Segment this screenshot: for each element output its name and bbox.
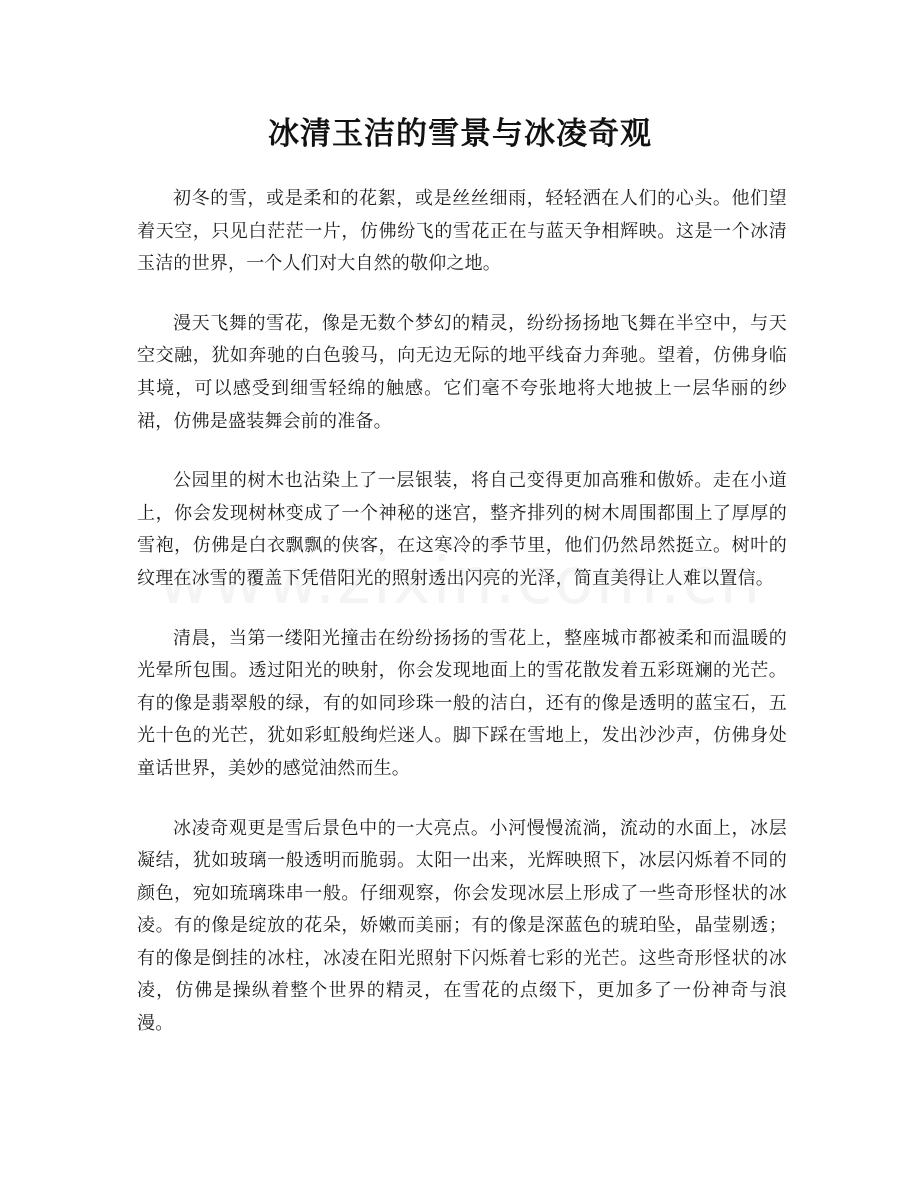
paragraph-3: 公园里的树木也沾染上了一层银装，将自己变得更加高雅和傲娇。走在小道上，你会发现树林变成了一个神秘的迷宫，整齐排列的树木周围都围上了厚厚的雪袍，仿佛是白衣飘飘的侠客，在这寒冷的季节里，他们仍然昂然挺立。树叶的纹理在冰雪的覆盖下凭借阳光的照射透出闪亮的光泽，简直美得让人难以置信。 bbox=[137, 470, 787, 589]
paragraph-4: 清晨，当第一缕阳光撞击在纷纷扬扬的雪花上，整座城市都被柔和而温暖的光晕所包围。透过阳光的映射，你会发现地面上的雪花散发着五彩斑斓的光芒。有的像是翡翠般的绿，有的如同珍珠一般的洁白，还有的像是透明的蓝宝石，五光十色的光芒，犹如彩虹般绚烂迷人。脚下踩在雪地上，发出沙沙声，仿佛身处童话世界，美妙的感觉油然而生。 bbox=[137, 627, 787, 779]
document-title: 冰清玉洁的雪景与冰凌奇观 bbox=[268, 116, 652, 152]
document-body bbox=[137, 183, 787, 1068]
paragraph-5: 冰凌奇观更是雪后景色中的一大亮点。小河慢慢流淌，流动的水面上，冰层凝结，犹如玻璃一般透明而脆弱。太阳一出来，光辉映照下，冰层闪烁着不同的颜色，宛如琉璃珠串一般。仔细观察，你会发现冰层上形成了一些奇形怪状的冰凌。有的像是绽放的花朵，娇嫩而美丽；有的像是深蓝色的琥珀坠，晶莹剔透；有的像是倒挂的冰柱，冰凌在阳光照射下闪烁着七彩的光芒。这些奇形怪状的冰凌，仿佛是操纵着整个世界的精灵，在雪花的点缀下，更加多了一份神奇与浪漫。 bbox=[137, 817, 787, 1035]
paragraph-2: 漫天飞舞的雪花，像是无数个梦幻的精灵，纷纷扬扬地飞舞在半空中，与天空交融，犹如奔驰的白色骏马，向无边无际的地平线奋力奔驰。望着，仿佛身临其境，可以感受到细雪轻绵的触感。它们毫不夸张地将大地披上一层华丽的纱裙，仿佛是盛装舞会前的准备。 bbox=[137, 312, 787, 432]
paragraph-1: 初冬的雪，或是柔和的花絮，或是丝丝细雨，轻轻洒在人们的心头。他们望着天空，只见白茫茫一片，仿佛纷飞的雪花正在与蓝天争相辉映。这是一个冰清玉洁的世界，一个人们对大自然的敬仰之地。 bbox=[137, 188, 787, 275]
